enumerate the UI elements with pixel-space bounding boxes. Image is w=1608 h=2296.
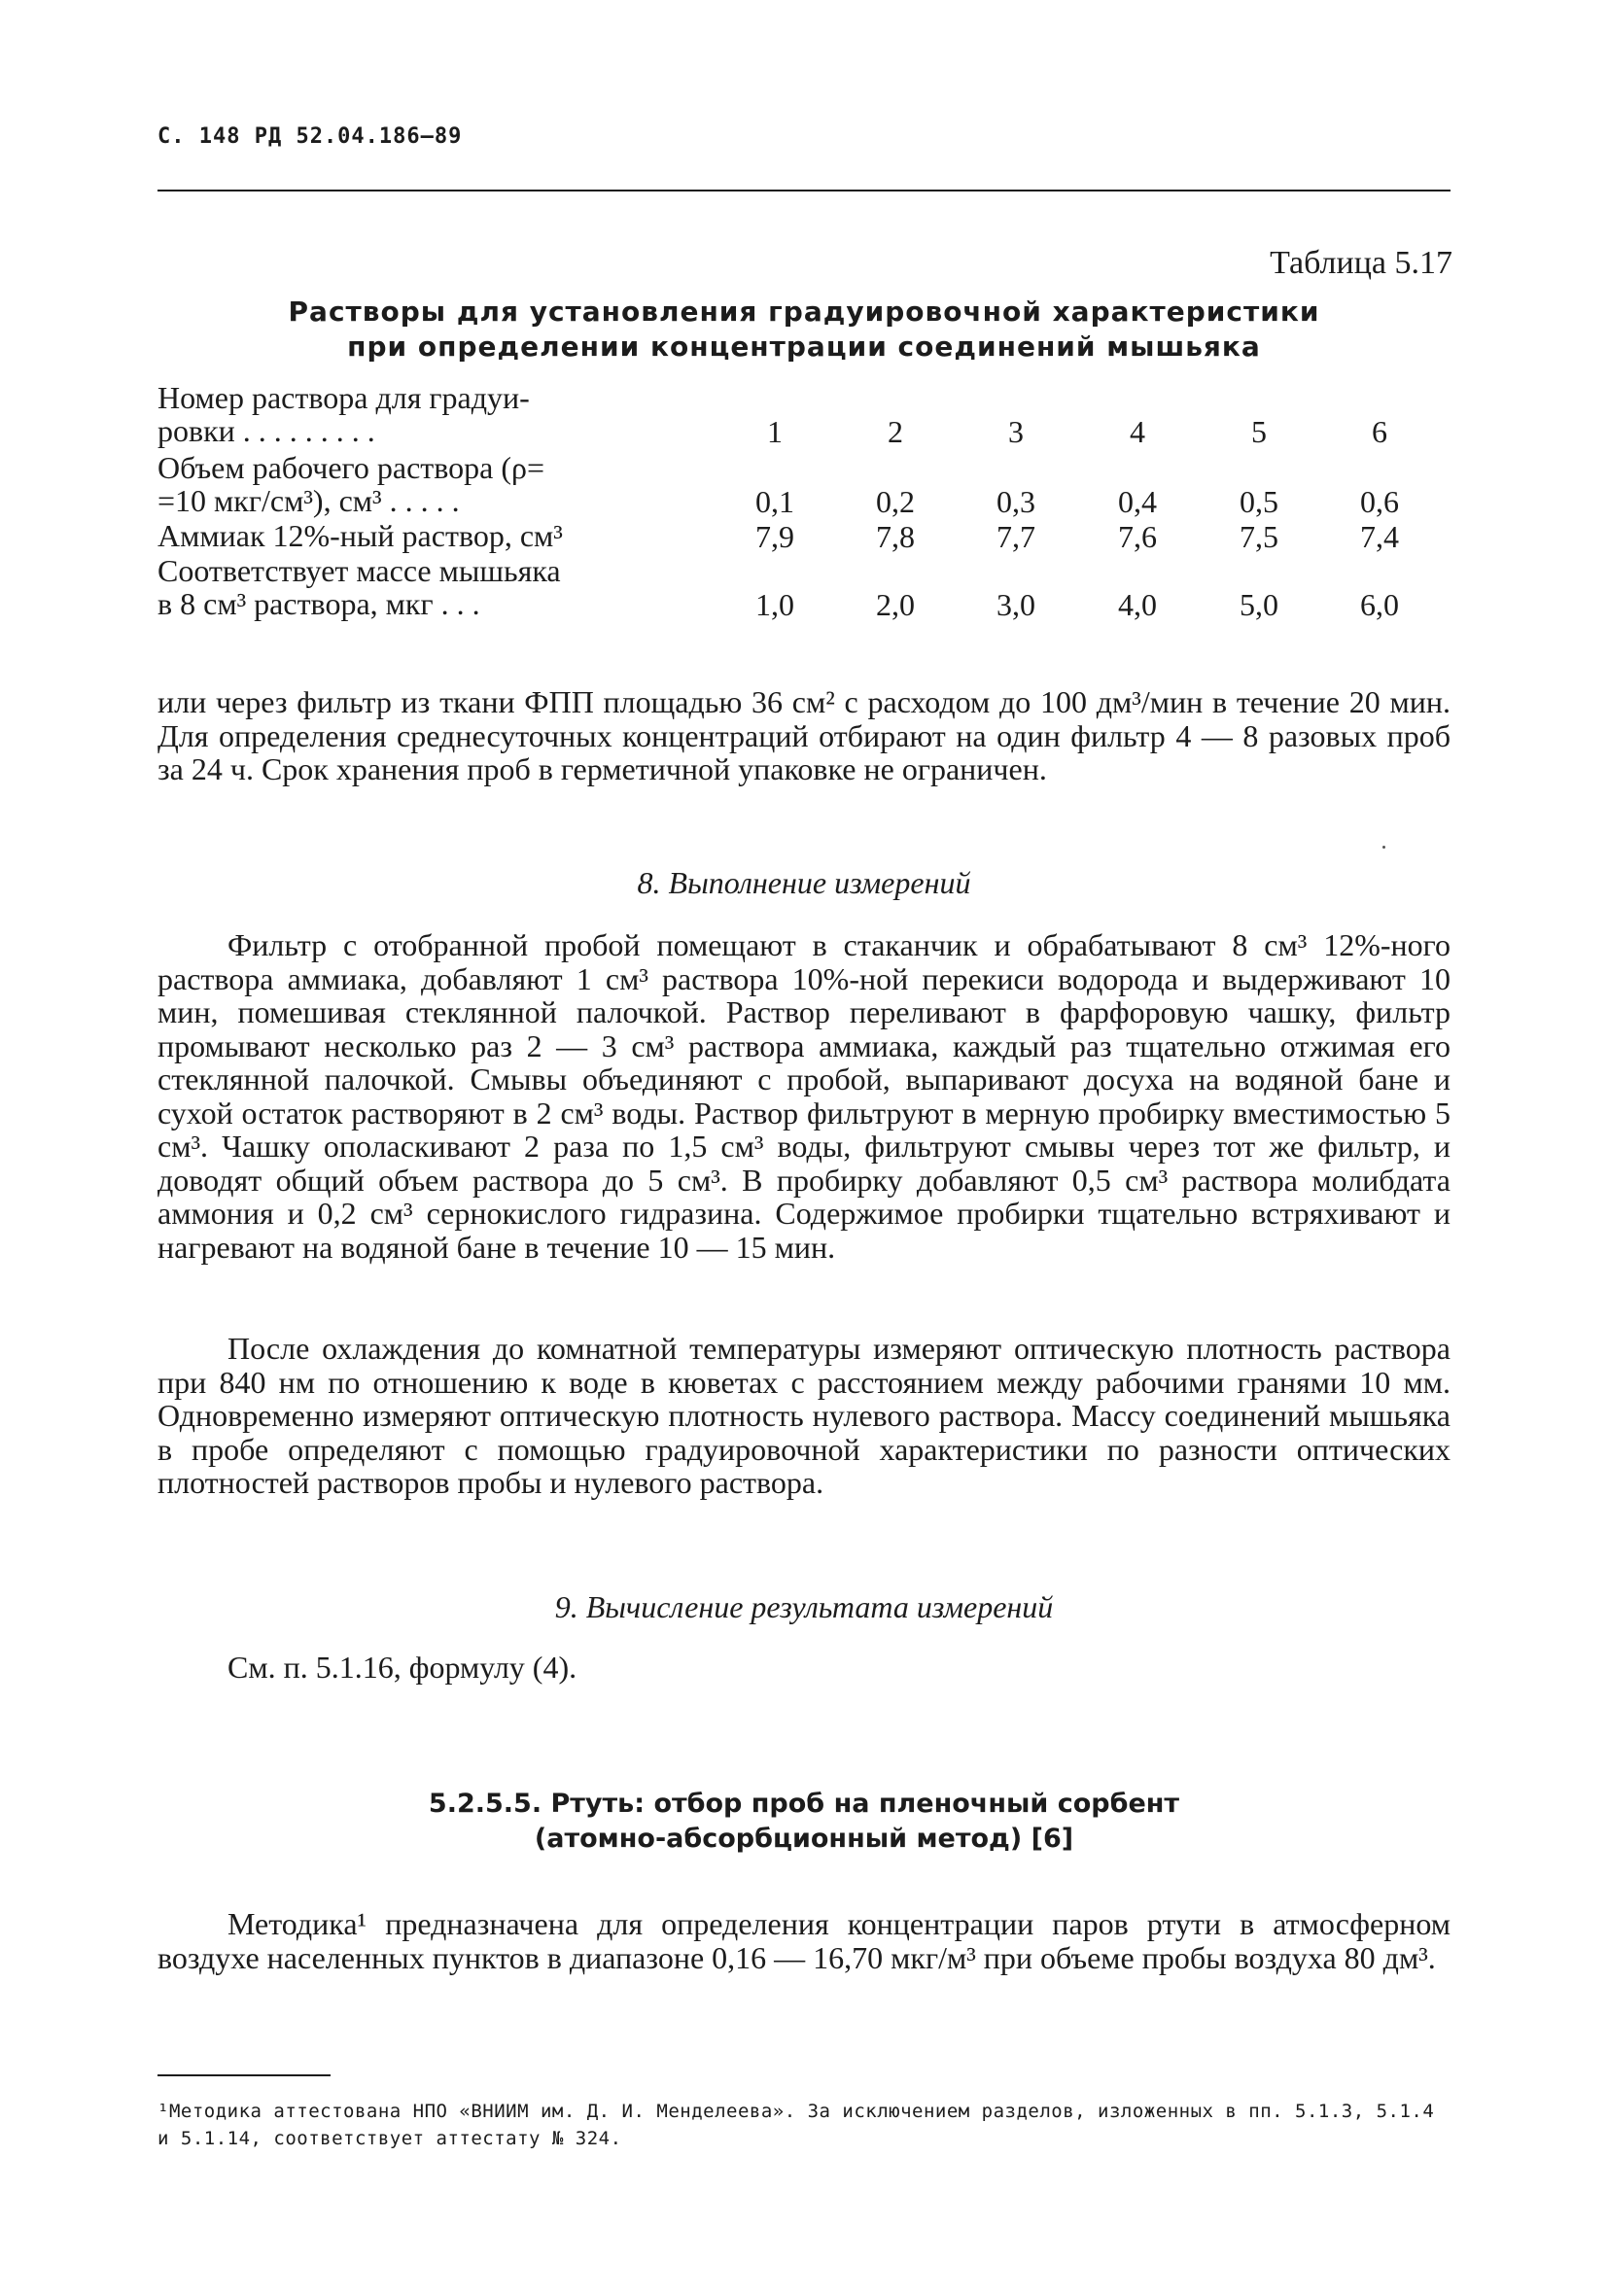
row-header [157, 554, 663, 620]
table-cell: 6 [1372, 414, 1387, 449]
table-cell: 1,0 [755, 587, 794, 622]
table-cell: 3 [1008, 414, 1024, 449]
table-cell: 0,1 [755, 484, 794, 519]
table-cell: 2,0 [876, 587, 915, 622]
table-cell: 7,5 [1240, 519, 1278, 554]
table-cell: 1 [767, 414, 783, 449]
table-label: Таблица 5.17 [1270, 245, 1452, 281]
table-cell: 0,3 [996, 484, 1035, 519]
table-cell: 7,6 [1118, 519, 1157, 554]
table-cell: 0,4 [1118, 484, 1157, 519]
section-heading: 9. Вычисление результата измерений [554, 1589, 1054, 1624]
paragraph: См. п. 5.1.16, формулу (4). [227, 1650, 577, 1685]
paragraph: После охлаждения до комнатной температуры измеряют оптическую плотность раствора при 840 нм по отношению к воде в кюветах с расстоянием между рабочими гранями 10 мм. Одновременно измеряют оптическую плотность нулевого раствора. Массу соединений мышьяка в пробе определяют с помощью градуировочной характеристики по разности оптических плотностей растворов пробы и нулевого раствора. [157, 1331, 1451, 1500]
table-cell: 5,0 [1240, 587, 1278, 622]
row-header-line: ровки . . . . . . . . . [157, 413, 375, 448]
subsection-title [157, 1787, 1451, 1857]
table-title-line-2: при определении концентрации соединений мышьяка [347, 330, 1261, 363]
paragraph: Методика¹ предназначена для определения концентрации паров ртути в атмосферном воздухе населенных пунктов в диапазоне 0,16 — 16,70 мкг/м³ при объеме пробы воздуха 80 дм³. [157, 1906, 1451, 1975]
row-header [157, 451, 663, 517]
table-cell: 6,0 [1360, 587, 1399, 622]
table-cell: 2 [888, 414, 903, 449]
table-cell: 7,9 [755, 519, 794, 554]
row-header-line: =10 мкг/см³), см³ . . . . . [157, 483, 460, 518]
table-cell: 7,4 [1360, 519, 1399, 554]
row-header-line: Аммиак 12%-ный раствор, см³ [157, 518, 563, 553]
table-cell: 7,8 [876, 519, 915, 554]
row-header-line: Номер раствора для градуи- [157, 380, 530, 415]
table-cell: 0,6 [1360, 484, 1399, 519]
table-title-line-1: Растворы для установления градуировочной характеристики [288, 296, 1320, 328]
table-cell: 0,2 [876, 484, 915, 519]
footnote-rule [157, 2074, 331, 2076]
row-header-line: Соответствует массе мышьяка [157, 553, 561, 588]
subsection-title-line-1: 5.2.5.5. Ртуть: отбор проб на пленочный сорбент [428, 1789, 1180, 1819]
footnote: ¹Методика аттестована НПО «ВНИИМ им. Д. И. Менделеева». За исключением разделов, изложенных в пп. 5.1.3, 5.1.4 и 5.1.14, соответствует аттестату № 324. [157, 2101, 1435, 2149]
table-title [157, 295, 1451, 365]
scan-speck [1382, 846, 1385, 849]
subsection-title-line-2: (атомно-абсорбционный метод) [6] [534, 1824, 1074, 1854]
row-header-line: в 8 см³ раствора, мкг . . . [157, 586, 480, 621]
header-rule [157, 190, 1451, 191]
table-cell: 4,0 [1118, 587, 1157, 622]
paragraph: Фильтр с отобранной пробой помещают в стаканчик и обрабатывают 8 см³ 12%-ного раствора аммиака, добавляют 1 см³ раствора 10%-ной перекиси водорода и выдерживают 10 мин, помешивая стеклянной палочкой. Раствор переливают в фарфоровую чашку, фильтр промывают несколько раз 2 — 3 см³ раствора аммиака, каждый раз тщательно отжимая его стеклянной палочкой. Смывы объединяют с пробой, выпаривают досуха на водяной бане и сухой остаток растворяют в 2 см³ воды. Раствор фильтруют в мерную пробирку вместимостью 5 см³. Чашку ополаскивают 2 раза по 1,5 см³ воды, фильтруют смывы через тот же фильтр, и доводят общий объем раствора до 5 см³. В пробирку добавляют 0,5 см³ раствора молибдата аммония и 0,2 см³ сернокислого гидразина. Содержимое пробирки тщательно встряхивают и нагревают на водяной бане в течение 10 — 15 мин. [157, 927, 1451, 1265]
running-head: С. 148 РД 52.04.186—89 [157, 124, 463, 149]
table-cell: 3,0 [996, 587, 1035, 622]
table-cell: 0,5 [1240, 484, 1278, 519]
table-cell: 4 [1130, 414, 1145, 449]
paragraph: или через фильтр из ткани ФПП площадью 36 см² с расходом до 100 дм³/мин в течение 20 мин. Для определения среднесуточных концентраций отбирают на один фильтр 4 — 8 разовых проб за 24 ч. Срок хранения проб в герметичной упаковке не ограничен. [157, 684, 1451, 786]
row-header [157, 519, 663, 552]
row-header-line: Объем рабочего раствора (ρ= [157, 450, 545, 485]
table-cell: 5 [1251, 414, 1267, 449]
table-cell: 7,7 [996, 519, 1035, 554]
section-heading: 8. Выполнение измерений [637, 865, 971, 900]
row-header [157, 381, 663, 447]
